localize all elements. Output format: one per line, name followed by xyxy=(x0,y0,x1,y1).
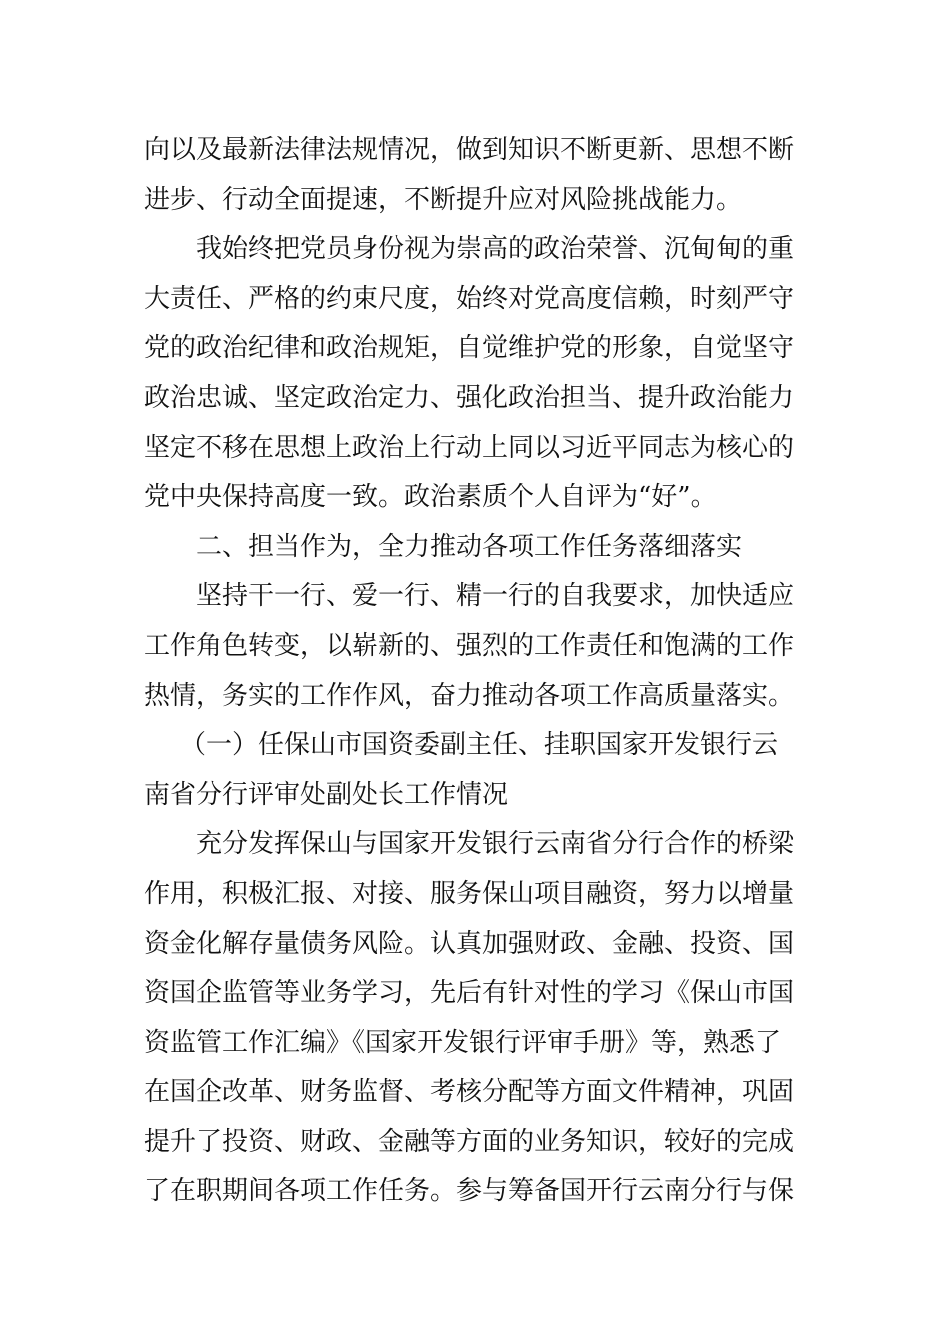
text-line: 热情，务实的工作作风，奋力推动各项工作高质量落实。 xyxy=(144,680,795,711)
subsection-heading-1 xyxy=(144,721,808,820)
text-line: 在国企改革、财务监督、考核分配等方面文件精神，巩固 xyxy=(144,1077,795,1108)
text-line: 提升了投资、财政、金融等方面的业务知识，较好的完成 xyxy=(144,1126,795,1157)
text-line: 进步、行动全面提速，不断提升应对风险挑战能力。 xyxy=(144,184,743,215)
document-body xyxy=(144,126,808,1217)
text-line: 我始终把党员身份视为崇高的政治荣誉、沉甸甸的重 xyxy=(196,234,795,265)
paragraph-4 xyxy=(144,820,808,1217)
heading-line: 南省分行评审处副处长工作情况 xyxy=(144,779,509,810)
text-line: 充分发挥保山与国家开发银行云南省分行合作的桥梁 xyxy=(196,829,795,860)
text-line: 作用，积极汇报、对接、服务保山项目融资，努力以增量 xyxy=(144,878,795,909)
text-line: 向以及最新法律法规情况，做到知识不断更新、思想不断 xyxy=(144,135,795,165)
text-line: 坚定不移在思想上政治上行动上同以习近平同志为核心的 xyxy=(144,432,795,463)
paragraph-2 xyxy=(144,225,808,523)
text-line: 了在职期间各项工作任务。参与筹备国开行云南分行与保 xyxy=(144,1176,795,1207)
text-line: 坚持干一行、爱一行、精一行的自我要求，加快适应 xyxy=(196,581,795,612)
paragraph-1 xyxy=(144,126,808,225)
text-line: 资金化解存量债务风险。认真加强财政、金融、投资、国 xyxy=(144,928,795,959)
text-line: 大责任、严格的约束尺度，始终对党高度信赖，时刻严守 xyxy=(144,283,795,314)
heading-line: 二、担当作为，全力推动各项工作任务落细落实 xyxy=(196,531,743,562)
section-heading-2 xyxy=(144,523,808,573)
text-line: 党的政治纪律和政治规矩，自觉维护党的形象，自觉坚守 xyxy=(144,333,795,364)
heading-line: （一）任保山市国资委副主任、挂职国家开发银行云 xyxy=(180,730,779,761)
text-line: 资国企监管等业务学习，先后有针对性的学习《保山市国 xyxy=(144,978,795,1009)
text-line: 资监管工作汇编》《国家开发银行评审手册》等，熟悉了 xyxy=(144,1027,782,1058)
paragraph-3 xyxy=(144,572,808,721)
text-line: 政治忠诚、坚定政治定力、强化政治担当、提升政治能力 xyxy=(144,382,795,413)
text-line: 工作角色转变，以崭新的、强烈的工作责任和饱满的工作 xyxy=(144,630,795,661)
text-line: 党中央保持高度一致。政治素质个人自评为“好”。 xyxy=(144,482,717,513)
